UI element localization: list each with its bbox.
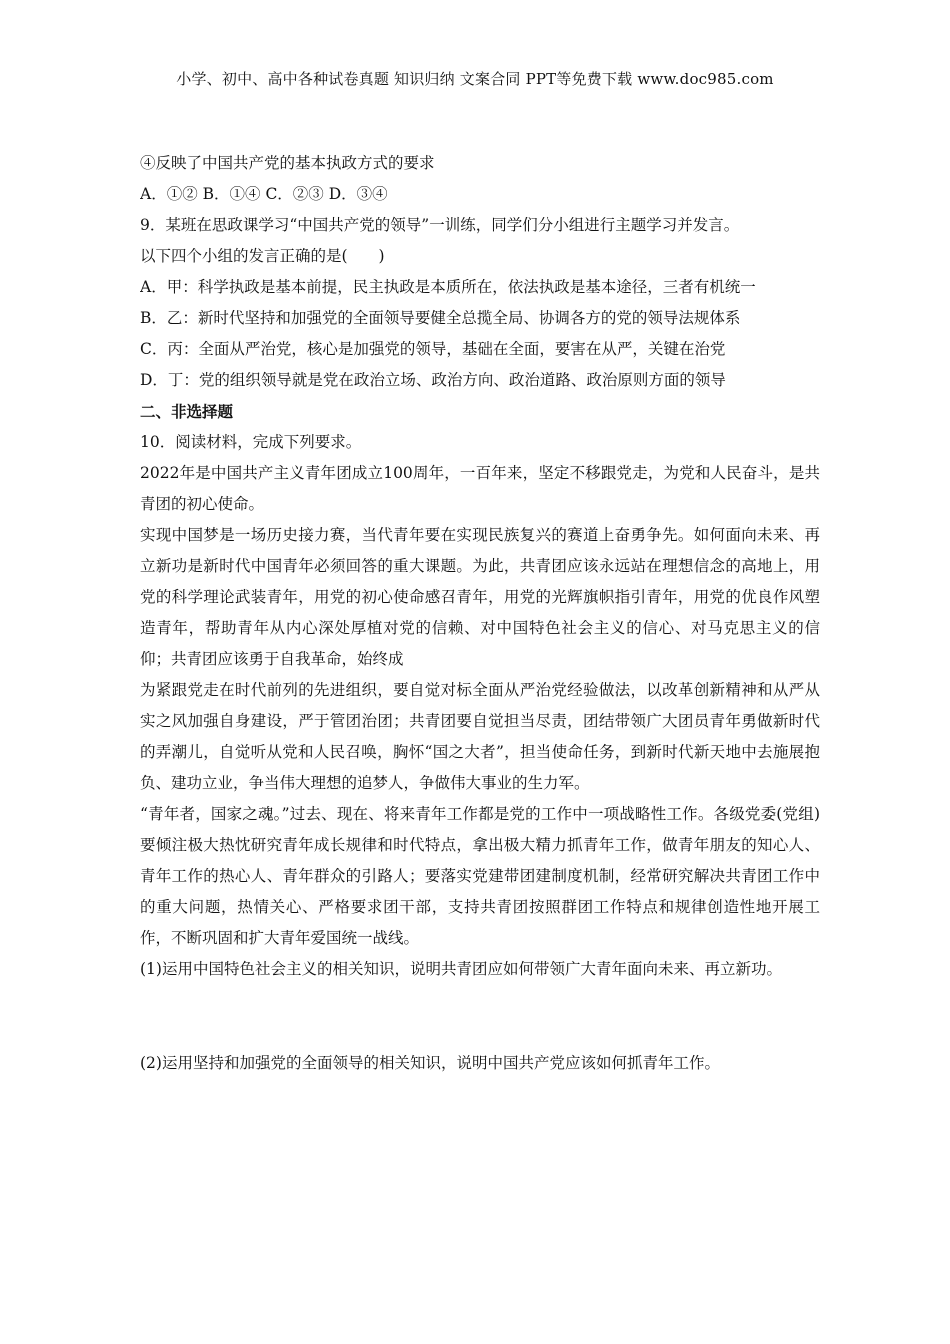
material-paragraph-3	[140, 675, 820, 799]
material-paragraph-2	[140, 520, 820, 675]
document-body	[140, 148, 820, 1079]
q9-option-a: A．甲：科学执政是基本前提，民主执政是本质所在，依法执政是基本途径，三者有机统一	[140, 278, 756, 296]
q9-stem-line-2: 以下四个小组的发言正确的是( )	[140, 247, 385, 265]
q8-answer-choices: A．①② B．①④ C．②③ D．③④	[140, 185, 388, 203]
q10-subquestion-2	[140, 1048, 820, 1079]
page-header: 小学、初中、高中各种试卷真题 知识归纳 文案合同 PPT等免费下载 www.doc985.com	[176, 70, 774, 88]
subquestion-text: (1)运用中国特色社会主义的相关知识，说明共青团应如何带领广大青年面向未来、再立新功。	[140, 960, 782, 978]
q9-option-b: B．乙：新时代坚持和加强党的全面领导要健全总揽全局、协调各方的党的领导法规体系	[140, 309, 741, 327]
q9-option-c: C．丙：全面从严治党，核心是加强党的领导，基础在全面，要害在从严，关键在治党	[140, 340, 726, 358]
material-text: 实现中国梦是一场历史接力赛，当代青年要在实现民族复兴的赛道上奋勇争先。如何面向未来、再立新功是新时代中国青年必须回答的重大课题。为此，共青团应该永远站在理想信念的高地上，用党的科学理论武装青年，用党的初心使命感召青年，用党的光辉旗帜指引青年，用党的优良作风塑造青年，帮助青年从内心深处厚植对党的信赖、对中国特色社会主义的信心、对马克思主义的信仰；共青团应该勇于自我革命，始终成	[140, 526, 820, 668]
section-title: 二、非选择题	[140, 402, 234, 421]
answer-space	[140, 985, 820, 1048]
material-paragraph-1	[140, 458, 820, 520]
subquestion-text: (2)运用坚持和加强党的全面领导的相关知识，说明中国共产党应该如何抓青年工作。	[140, 1054, 720, 1072]
material-text: 为紧跟党走在时代前列的先进组织，要自觉对标全面从严治党经验做法，以改革创新精神和从严从实之风加强自身建设，严于管团治团；共青团要自觉担当尽责，团结带领广大团员青年勇做新时代的弄潮儿，自觉听从党和人民召唤，胸怀“国之大者”，担当使命任务，到新时代新天地中去施展抱负、建功立业，争当伟大理想的追梦人，争做伟大事业的生力军。	[140, 681, 820, 792]
q9-stem-line-1: 9．某班在思政课学习“中国共产党的领导”一训练，同学们分小组进行主题学习并发言。	[140, 216, 740, 234]
material-text: 2022年是中国共产主义青年团成立100周年，一百年来，坚定不移跟党走，为党和人民奋斗，是共青团的初心使命。	[140, 464, 820, 513]
q10-stem: 10．阅读材料，完成下列要求。	[140, 433, 362, 451]
q8-option-4: ④反映了中国共产党的基本执政方式的要求	[140, 154, 435, 172]
material-paragraph-4	[140, 799, 820, 954]
material-text: “青年者，国家之魂。”过去、现在、将来青年工作都是党的工作中一项战略性工作。各级党委(党组)要倾注极大热忱研究青年成长规律和时代特点，拿出极大精力抓青年工作，做青年朋友的知心人、青年工作的热心人、青年群众的引路人；要落实党建带团建制度机制，经常研究解决共青团工作中的重大问题，热情关心、严格要求团干部，支持共青团按照群团工作特点和规律创造性地开展工作，不断巩固和扩大青年爱国统一战线。	[140, 805, 820, 947]
q10-subquestion-1	[140, 954, 820, 985]
q9-option-d: D．丁：党的组织领导就是党在政治立场、政治方向、政治道路、政治原则方面的领导	[140, 371, 726, 389]
